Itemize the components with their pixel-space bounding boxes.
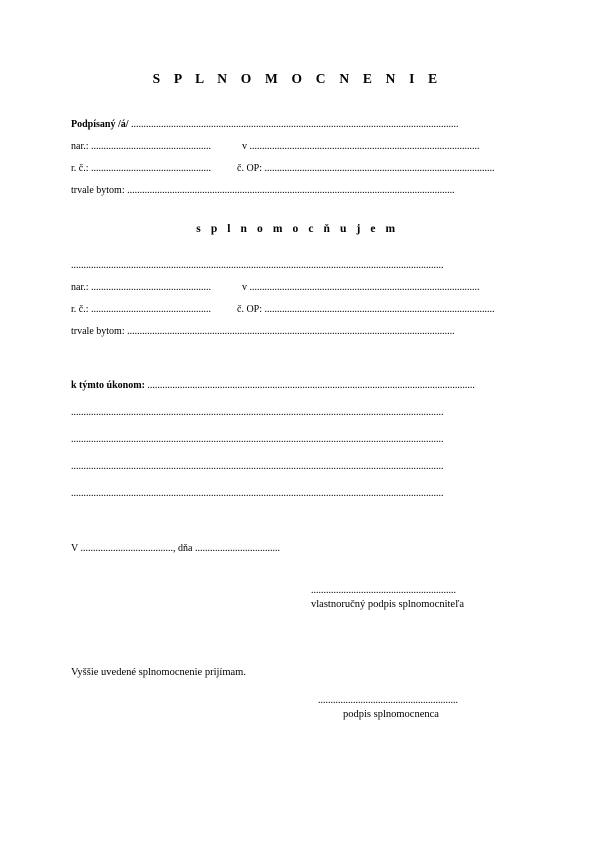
agent-id-field[interactable]: ................................................ [91,304,211,315]
agent-place-field[interactable]: ............................................................................................ [249,282,480,293]
agent-op-field[interactable]: ............................................................................................ [264,304,495,315]
section-heading: s p l n o m o c ň u j e m [196,223,399,235]
agent-residence-label: trvale bytom: [71,326,125,337]
acts-line-5[interactable]: ..................................................................................................................................................... [71,488,444,499]
principal-residence-field[interactable]: ................................................................................................................................... [127,185,455,196]
principal-birth-field[interactable]: ................................................ [91,141,211,152]
agent-op-label: č. OP: [237,304,262,315]
date-label: , dňa [173,543,193,554]
acts-line-4[interactable]: ..................................................................................................................................................... [71,461,444,472]
agent-residence-row [71,325,526,339]
principal-residence-label: trvale bytom: [71,185,125,196]
acts-line-2[interactable]: ..................................................................................................................................................... [71,407,444,418]
principal-signature-line[interactable]: .......................................................... [311,585,456,596]
principal-residence-row [71,184,526,198]
principal-signed-label: Podpísaný /á/ [71,119,129,130]
agent-id-label: r. č.: [71,304,89,315]
agent-place-row [242,281,526,295]
acceptance-text: Vyššie uvedené splnomocnenie prijímam. [71,667,246,678]
agent-signature-line[interactable]: ........................................................ [318,695,458,706]
principal-birth-label: nar.: [71,141,89,152]
place-date-row [71,542,331,556]
agent-op-row [237,303,526,317]
principal-op-row [237,162,526,176]
date-field[interactable]: .................................. [195,543,280,554]
principal-name-field[interactable]: ................................................................................................................................... [131,119,459,130]
principal-place-label: v [242,141,247,152]
principal-place-row [242,140,526,154]
agent-place-label: v [242,282,247,293]
principal-op-field[interactable]: ............................................................................................ [264,163,495,174]
agent-birth-row [71,281,241,295]
acts-line-3[interactable]: ..................................................................................................................................................... [71,434,444,445]
principal-signed-row [71,118,526,132]
agent-name-field[interactable]: ..................................................................................................................................................... [71,260,444,271]
principal-op-label: č. OP: [237,163,262,174]
principal-birth-row [71,140,241,154]
agent-birth-label: nar.: [71,282,89,293]
principal-id-row [71,162,237,176]
agent-id-row [71,303,237,317]
agent-signature-label: podpis splnomocnenca [343,709,439,720]
place-field[interactable]: ..................................... [80,543,174,554]
acts-field[interactable]: ................................................................................................................................... [147,380,475,391]
principal-signature-label: vlastnoručný podpis splnomocniteľa [311,599,464,610]
acts-row [71,379,526,393]
principal-id-field[interactable]: ................................................ [91,163,211,174]
principal-place-field[interactable]: ............................................................................................ [249,141,480,152]
acts-label: k týmto úkonom: [71,380,145,391]
agent-residence-field[interactable]: ................................................................................................................................... [127,326,455,337]
agent-birth-field[interactable]: ................................................ [91,282,211,293]
document-title: S P L N O M O C N E N I E [152,71,443,86]
principal-id-label: r. č.: [71,163,89,174]
place-label: V [71,543,79,554]
